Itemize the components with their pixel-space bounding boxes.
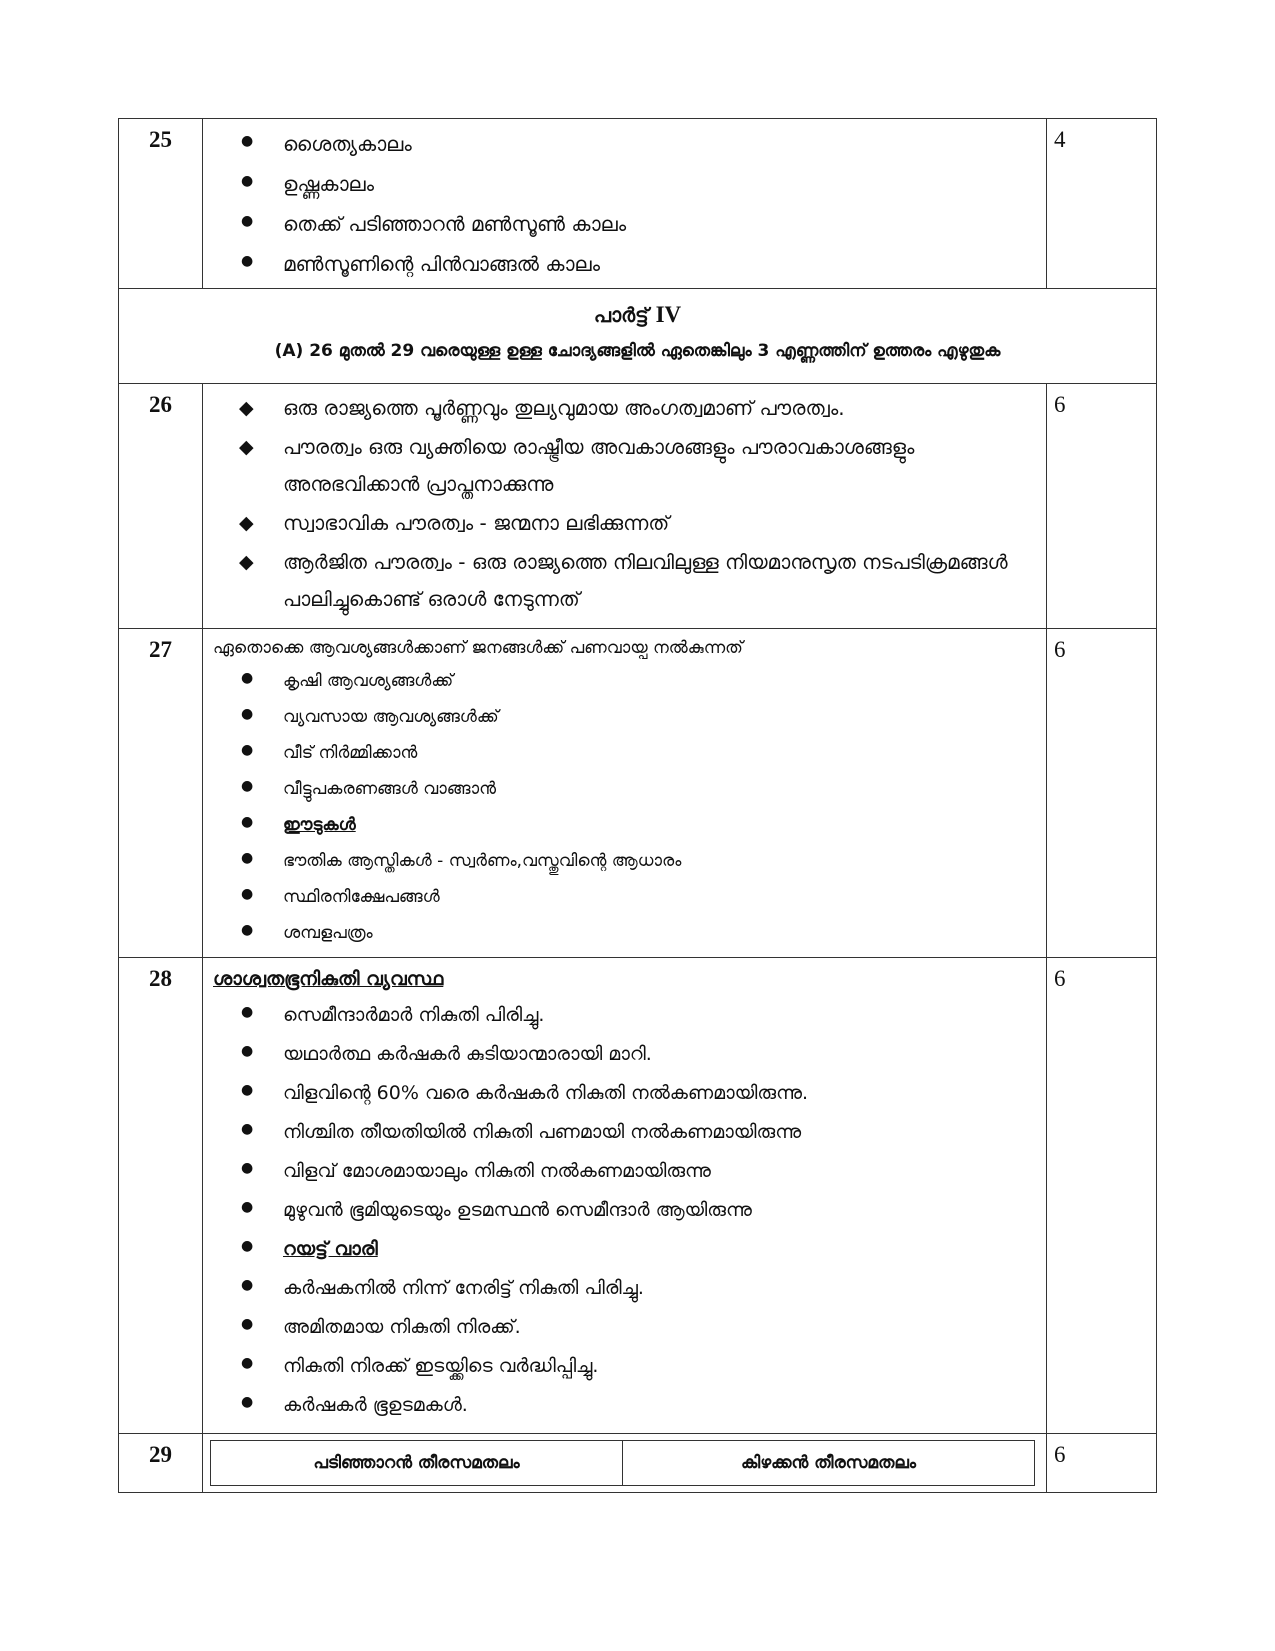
mark-value: 6 bbox=[1047, 384, 1157, 629]
diamond-bullet-icon: ◆ bbox=[239, 397, 254, 419]
bullet-icon: ● bbox=[241, 706, 254, 722]
answer-heading: ശാശ്വതഭൂനികുതി വ്യവസ്ഥ bbox=[213, 968, 444, 990]
list-item: ● സ്ഥിരനിക്ഷേപങ്ങൾ bbox=[241, 879, 1046, 915]
bullet-icon: ● bbox=[241, 1394, 254, 1410]
question-row-28 bbox=[119, 958, 1157, 1434]
bullet-icon: ● bbox=[241, 814, 254, 830]
part-title: പാർട്ട് IV bbox=[593, 302, 682, 327]
comparison-table bbox=[210, 1440, 1035, 1486]
list-item: ● വിളവ് മോശമായാലും നികുതി നൽകണമായിരുന്നു bbox=[241, 1152, 1046, 1191]
list-item bbox=[241, 807, 1046, 843]
list-item: ● വ്യവസായ ആവശ്യങ്ങൾക്ക് bbox=[241, 699, 1046, 735]
answer-cell bbox=[203, 1434, 1047, 1493]
list-item: ● ശൈത്യകാലം bbox=[241, 124, 1046, 164]
bullet-icon: ● bbox=[241, 1004, 254, 1020]
list-item: ● വീട് നിർമ്മിക്കാൻ bbox=[241, 735, 1046, 771]
list-item: ● നികുതി നിരക്ക് ഇടയ്ക്കിടെ വർദ്ധിപ്പിച്ചു. bbox=[241, 1347, 1046, 1386]
list-item: ● തെക്ക് പടിഞ്ഞാറൻ മൺസൂൺ കാലം bbox=[241, 204, 1046, 244]
list-item: ● നിശ്ചിത തീയതിയിൽ നികുതി പണമായി നൽകണമായിരുന്നു bbox=[241, 1113, 1046, 1152]
answer-cell bbox=[203, 958, 1047, 1434]
bullet-icon: ● bbox=[241, 1316, 254, 1332]
list-item: ● ഭൗതിക ആസ്തികൾ - സ്വർണം,വസ്തുവിന്റെ ആധാരം bbox=[241, 843, 1046, 879]
answer-cell bbox=[203, 119, 1047, 289]
column-header-east: കിഴക്കൻ തീരസമതലം bbox=[623, 1441, 1035, 1486]
list-item: ● കർഷകനിൽ നിന്ന് നേരിട്ട് നികുതി പിരിച്ചു. bbox=[241, 1269, 1046, 1308]
subheading: റയട്ട് വാരി bbox=[283, 1238, 378, 1260]
list-item: ◆ സ്വാഭാവിക പൗരത്വം - ജന്മനാ ലഭിക്കുന്നത് bbox=[241, 505, 1046, 542]
diamond-bullet-icon: ◆ bbox=[239, 512, 254, 534]
question-row-25 bbox=[119, 119, 1157, 289]
list-item: ◆ ഒരു രാജ്യത്തെ പൂർണ്ണവും തുല്യവുമായ അംഗത്വമാണ് പൗരത്വം. bbox=[241, 390, 1046, 427]
bullet-icon: ● bbox=[241, 1160, 254, 1176]
list-item: ● ശമ്പളപത്രം bbox=[241, 915, 1046, 951]
list-item: ● ഉഷ്ണകാലം bbox=[241, 164, 1046, 204]
bullet-icon: ● bbox=[241, 1121, 254, 1137]
list-item: ● കർഷകർ ഭൂഉടമകൾ. bbox=[241, 1386, 1046, 1425]
list-item: ● അമിതമായ നികുതി നിരക്ക്. bbox=[241, 1308, 1046, 1347]
question-row-27 bbox=[119, 629, 1157, 958]
mark-value: 6 bbox=[1047, 958, 1157, 1434]
list-item: ● യഥാർത്ഥ കർഷകർ കുടിയാന്മാരായി മാറി. bbox=[241, 1035, 1046, 1074]
bullet-icon: ● bbox=[241, 1238, 254, 1254]
bullet-icon: ● bbox=[241, 253, 254, 269]
bullet-icon: ● bbox=[241, 742, 254, 758]
bullet-icon: ● bbox=[241, 1082, 254, 1098]
bullet-icon: ● bbox=[241, 670, 254, 686]
mark-value: 6 bbox=[1047, 1434, 1157, 1493]
question-row-29 bbox=[119, 1434, 1157, 1493]
answer-key-table bbox=[118, 118, 1157, 1493]
part-header-row bbox=[119, 289, 1157, 384]
bullet-icon: ● bbox=[241, 1277, 254, 1293]
list-item: ◆ ആർജിത പൗരത്വം - ഒരു രാജ്യത്തെ നിലവിലുള്ള നിയമാനുസൃത നടപടിക്രമങ്ങൾ പാലിച്ചുകൊണ്ട് ഒരാൾ നേടുന്നത് bbox=[241, 544, 1046, 618]
bullet-icon: ● bbox=[241, 1043, 254, 1059]
bullet-icon: ● bbox=[241, 133, 254, 149]
diamond-bullet-icon: ◆ bbox=[239, 436, 254, 458]
bullet-icon: ● bbox=[241, 1199, 254, 1215]
question-number: 27 bbox=[119, 629, 203, 958]
bullet-icon: ● bbox=[241, 1355, 254, 1371]
list-item: ◆ പൗരത്വം ഒരു വ്യക്തിയെ രാഷ്ട്രീയ അവകാശങ്ങളും പൗരാവകാശങ്ങളും അനുഭവിക്കാൻ പ്രാപ്തനാക്കുന്നു bbox=[241, 429, 1046, 503]
bullet-icon: ● bbox=[241, 173, 254, 189]
list-item: ● മുഴുവൻ ഭൂമിയുടെയും ഉടമസ്ഥൻ സെമീന്ദാർ ആയിരുന്നു bbox=[241, 1191, 1046, 1230]
answer-intro: ഏതൊക്കെ ആവശ്യങ്ങൾക്കാണ് ജനങ്ങൾക്ക് പണവായ്പ നൽകുന്നത് bbox=[213, 638, 743, 658]
list-item: ● സെമീന്ദാർമാർ നികുതി പിരിച്ചു. bbox=[241, 996, 1046, 1035]
question-number: 29 bbox=[119, 1434, 203, 1493]
column-header-west: പടിഞ്ഞാറൻ തീരസമതലം bbox=[211, 1441, 623, 1486]
question-number: 25 bbox=[119, 119, 203, 289]
list-item: ● മൺസൂണിന്റെ പിൻവാങ്ങൽ കാലം bbox=[241, 244, 1046, 284]
mark-value: 6 bbox=[1047, 629, 1157, 958]
answer-cell bbox=[203, 629, 1047, 958]
list-item: ● വീട്ടുപകരണങ്ങൾ വാങ്ങാൻ bbox=[241, 771, 1046, 807]
answer-cell bbox=[203, 384, 1047, 629]
question-number: 26 bbox=[119, 384, 203, 629]
bullet-icon: ● bbox=[241, 850, 254, 866]
list-item: ● വിളവിന്റെ 60% വരെ കർഷകർ നികുതി നൽകണമായിരുന്നു. bbox=[241, 1074, 1046, 1113]
bullet-icon: ● bbox=[241, 213, 254, 229]
subheading: ഈടുകൾ bbox=[283, 815, 356, 835]
list-item: ● കൃഷി ആവശ്യങ്ങൾക്ക് bbox=[241, 663, 1046, 699]
part-header bbox=[119, 289, 1157, 384]
diamond-bullet-icon: ◆ bbox=[239, 551, 254, 573]
list-item bbox=[241, 1230, 1046, 1269]
bullet-icon: ● bbox=[241, 922, 254, 938]
question-row-26 bbox=[119, 384, 1157, 629]
part-instruction: (A) 26 മുതൽ 29 വരെയുള്ള ഉള്ള ചോദ്യങ്ങളിൽ ഏതെങ്കിലും 3 എണ്ണത്തിന് ഉത്തരം എഴുതുക bbox=[274, 341, 1001, 361]
mark-value: 4 bbox=[1047, 119, 1157, 289]
bullet-icon: ● bbox=[241, 886, 254, 902]
comparison-header-row bbox=[211, 1441, 1035, 1486]
question-number: 28 bbox=[119, 958, 203, 1434]
bullet-icon: ● bbox=[241, 778, 254, 794]
